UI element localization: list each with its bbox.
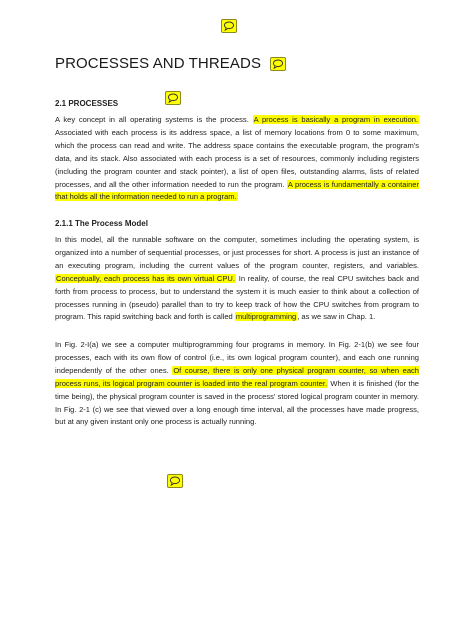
paragraph-process-model [55,234,419,324]
comment-icon [272,59,284,69]
comment-note-icon[interactable] [167,474,183,488]
paragraph-figure [55,339,419,429]
paragraph-text: In Fig. 2-I(a) we see a computer multiprogramming four programs in memory. In Fig. 2-1(b) we see four processes, each with its own flow of control (i.e., its own logical program counter), and each one running independently of the other ones. [55,340,419,375]
comment-note-icon[interactable] [221,19,237,33]
comment-note-icon[interactable] [270,57,286,71]
comment-icon [167,93,179,103]
comment-icon [169,476,181,486]
paragraph-text: In this model, all the runnable software on the computer, sometimes including the operating system, is organized into a number of sequential processes, or just processes for short. A process is just an instance of an executing program, including the current values of the program counter, registers, and variables. [55,235,419,270]
highlight[interactable]: Of course, there is only one physical program counter, so when each process runs, its logical program counter is loaded into the real program counter. [55,365,419,388]
paragraph-processes [55,114,419,204]
paragraph-text: Associated with each process is its address space, a list of memory locations from 0 to some maximum, which the process can read and write. The address space contains the executable program, the program's data, and its stack. Also associated with each process is a set of resources, commonly including registers (including the program counter and stack pointer), a list of open files, outstanding alarms, lists of related processes, and all the other information needed to run the program. [55,127,419,189]
highlight[interactable]: Conceptually, each process has its own virtual CPU. [56,273,235,283]
paragraph-text: , as we saw in Chap. 1. [297,312,376,322]
comment-icon [223,21,235,31]
page-title: PROCESSES AND THREADS [55,55,262,72]
section-heading: 2.1 PROCESSES [55,99,119,108]
highlight[interactable]: multiprogramming [235,312,297,322]
paragraph-text: When it is finished (for the time being), the physical program counter is saved in the process' stored logical program counter in memory. In Fig. 2-1 (c) we see that viewed over a long enough time interval, all the processes have made progress, but at any given instant only one process is actually running. [55,378,419,427]
subsection-heading: 2.1.1 The Process Model [55,219,148,228]
highlight[interactable]: A process is fundamentally a container that holds all the information needed to run a program. [55,179,419,202]
paragraph-text: In reality, of course, the real CPU switches back and forth from process to process, but to understand the system it is much easier to think about a collection of processes running in (pseudo) parallel than to try to keep track of how the CPU switches from program to program. This rapid switching back and forth is called [55,273,420,322]
paragraph-text: A key concept in all operating systems is the process. [55,115,253,124]
comment-note-icon[interactable] [165,91,181,105]
highlight[interactable]: A process is basically a program in execution. [253,115,418,124]
